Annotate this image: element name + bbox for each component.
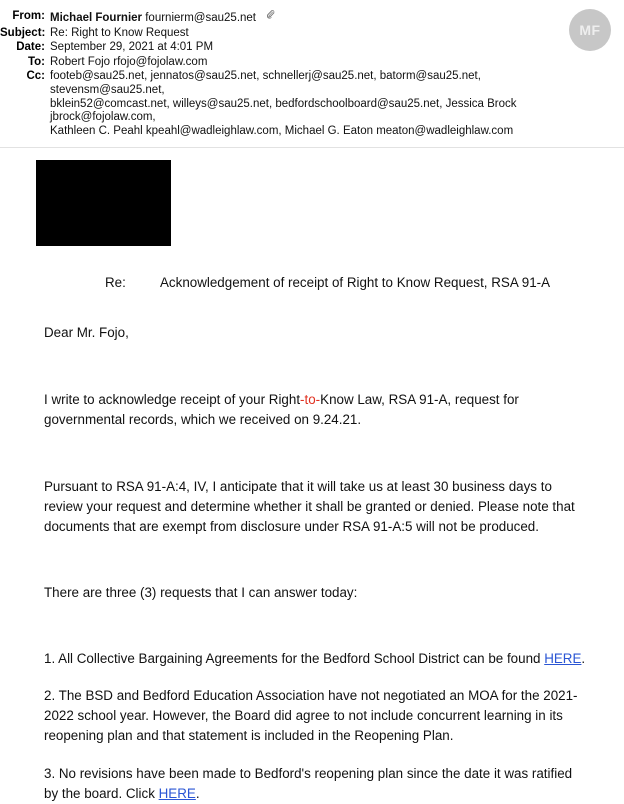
cc-line-3[interactable]: Kathleen C. Peahl kpeahl@wadleighlaw.com, Michael G. Eaton meaton@wadleighlaw.com: [50, 124, 514, 137]
paragraph-acknowledge: [44, 390, 586, 430]
re-subject-text: Acknowledgement of receipt of Right to Know Request, RSA 91-A: [160, 275, 551, 291]
item-3-text-before: 3. No revisions have been made to Bedford's reopening plan since the date it was ratified by the board. Click: [44, 766, 573, 802]
list-item-2: 2. The BSD and Bedford Education Association have not negotiated an MOA for the 2021-2022 school year. However, the Board did agree to not include concurrent learning in its reopening plan and that statement is included in the Reopening Plan.: [44, 688, 578, 744]
avatar: [569, 9, 611, 51]
subject-value: Re: Right to Know Request: [50, 26, 189, 39]
paragraph-1-text-a: I write to acknowledge receipt of your Right: [44, 392, 301, 408]
subject-label: Subject:: [0, 26, 46, 39]
cc-value[interactable]: [50, 70, 624, 138]
edit-mark-to: -to-: [300, 392, 321, 408]
re-label: Re:: [105, 275, 126, 291]
sender-address[interactable]: fournierm@sau25.net: [145, 11, 256, 24]
avatar-initials: MF: [579, 22, 601, 38]
here-link-2[interactable]: HERE: [158, 786, 196, 802]
item-3-text-after: .: [195, 786, 200, 802]
header-row-cc: [0, 70, 624, 138]
email-header: [0, 0, 624, 148]
list-item-3: [44, 764, 586, 804]
header-row-date: [0, 41, 624, 55]
cc-line-2[interactable]: bklein52@comcast.net, willeys@sau25.net, bedfordschoolboard@sau25.net, Jessica Brock jbrock@fojolaw.com,: [50, 97, 517, 124]
item-1-text-after: .: [581, 651, 586, 667]
to-value[interactable]: Robert Fojo rfojo@fojolaw.com: [50, 55, 208, 68]
here-link-1[interactable]: HERE: [544, 651, 582, 667]
paragraph-requests-intro: There are three (3) requests that I can answer today:: [44, 585, 358, 601]
sender-name: Michael Fournier: [50, 11, 143, 24]
re-subject-line: [0, 273, 602, 293]
item-1-text-before: 1. All Collective Bargaining Agreements for the Bedford School District can be found: [44, 651, 545, 667]
header-row-from: [0, 10, 624, 26]
header-row-subject: [0, 27, 624, 41]
email-body: [0, 160, 624, 804]
to-label: To:: [27, 55, 45, 68]
paragraph-timeline: Pursuant to RSA 91-A:4, IV, I anticipate that it will take us at least 30 business days to review your request and determine whether it shall be granted or denied. Please note that documents that are exempt from disclosure under RSA 91-A:5 will not be produced.: [44, 479, 575, 535]
redacted-image-block: [36, 160, 171, 246]
from-value: [50, 10, 624, 26]
paperclip-icon[interactable]: [267, 10, 276, 26]
from-label: From:: [12, 10, 45, 22]
date-value: September 29, 2021 at 4:01 PM: [50, 41, 214, 54]
paragraph-1-text-b: Know Law, RSA 91-A, request for governmental records, which we received on 9.24.21.: [44, 392, 519, 428]
cc-label: Cc:: [26, 70, 45, 83]
header-divider: [0, 147, 624, 148]
greeting-paragraph: Dear Mr. Fojo,: [44, 325, 129, 341]
header-row-to: [0, 56, 624, 70]
cc-line-1[interactable]: footeb@sau25.net, jennatos@sau25.net, schnellerj@sau25.net, batorm@sau25.net, stevensm@sau25.net,: [50, 70, 481, 96]
date-label: Date:: [16, 41, 45, 54]
list-item-1: [44, 649, 586, 669]
